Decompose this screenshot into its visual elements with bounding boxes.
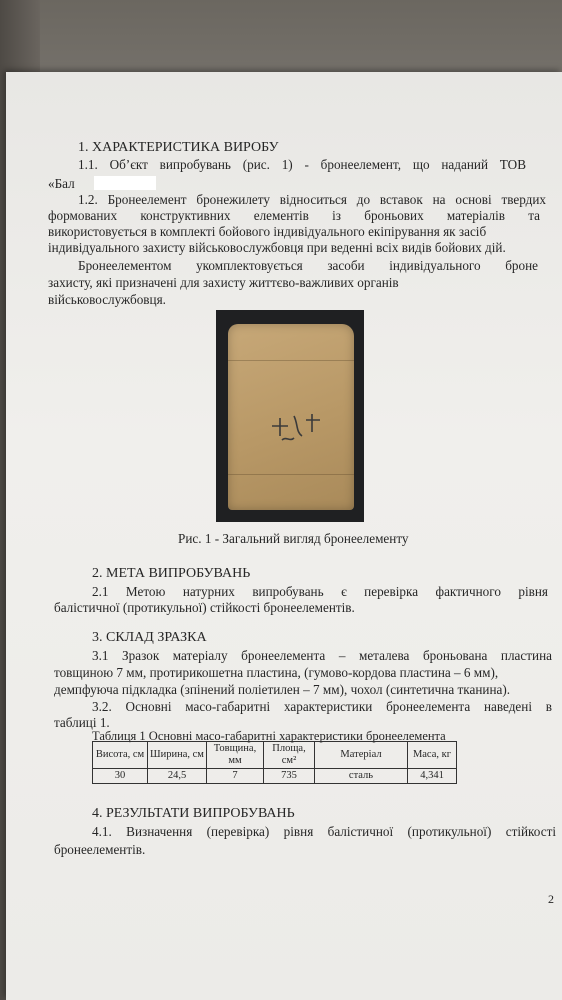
page-number: 2	[548, 892, 554, 906]
table-header-row	[93, 742, 457, 769]
armor-plate	[228, 324, 354, 510]
section1-p2-line2: формованих конструктивних елементів із броньових матеріалів та	[48, 208, 540, 223]
section2-line2: балістичної (протикульної) стійкості бронеелементів.	[54, 600, 355, 615]
header-thickness: Товщина, мм	[207, 742, 264, 769]
section2-heading: 2. МЕТА ВИПРОБУВАНЬ	[92, 566, 251, 581]
header-width: Ширина, см	[148, 742, 207, 769]
section2-line1: 2.1 Метою натурних випробувань є перевірка фактичного рівня	[92, 584, 548, 599]
table-caption: Таблиця 1 Основні масо-габаритні характеристики бронеелемента	[92, 729, 446, 743]
table-row	[93, 769, 457, 784]
section3-p1-line2: товщиною 7 мм, протирикошетна пластина, (гумово-кордова пластина – 6 мм),	[54, 665, 499, 680]
marker-scribble	[268, 406, 328, 446]
cell-material: сталь	[315, 769, 408, 784]
figure-caption: Рис. 1 - Загальний вигляд бронеелементу	[178, 531, 409, 546]
section3-p2-line1: 3.2. Основні масо-габаритні характеристики бронеелемента наведені в	[92, 699, 552, 714]
section3-heading: 3. СКЛАД ЗРАЗКА	[92, 630, 207, 645]
section3-p2-line2: таблиці 1.	[54, 715, 110, 730]
section1-p2-line4: індивідуального захисту військовослужбовця при веденні всіх видів бойових дій.	[48, 240, 506, 255]
section4-line2: бронеелементів.	[54, 842, 146, 857]
cell-area: 735	[264, 769, 315, 784]
cell-width: 24,5	[148, 769, 207, 784]
section3-p1-line1: 3.1 Зразок матеріалу бронеелемента – металева броньована пластина	[92, 648, 552, 663]
section1-p3-line2: захисту, які призначені для захисту життєво-важливих органів	[48, 275, 399, 290]
cell-mass: 4,341	[408, 769, 457, 784]
cell-height: 30	[93, 769, 148, 784]
section1-p3-line3: військовослужбовця.	[48, 292, 166, 307]
section3-p1-line3: демпфуюча підкладка (зпінений поліетилен – 7 мм), чохол (синтетична тканина).	[54, 682, 511, 697]
section4-heading: 4. РЕЗУЛЬТАТИ ВИПРОБУВАНЬ	[92, 806, 295, 821]
redaction-box	[94, 176, 156, 190]
section1-p1-line1: 1.1. Об’єкт випробувань (рис. 1) - бронеелемент, що наданий ТОВ	[78, 157, 526, 172]
header-height: Висота, см	[93, 742, 148, 769]
document-page	[6, 72, 562, 1000]
section1-p2-line3: використовується в комплекті бойового індивідуального екіпірування як засіб	[48, 224, 487, 239]
section1-p2-line1: 1.2. Бронеелемент бронежилету відноситься до вставок на основі твердих	[78, 192, 546, 207]
header-mass: Маса, кг	[408, 742, 457, 769]
section1-p3-line1: Бронеелементом укомплектовується засоби індивідуального броне	[78, 258, 538, 273]
section1-p1-line2: «Бал	[48, 176, 75, 191]
armor-plate-photo	[216, 310, 364, 522]
header-area: Площа, см²	[264, 742, 315, 769]
spec-table	[92, 741, 457, 784]
header-material: Матеріал	[315, 742, 408, 769]
cell-thickness: 7	[207, 769, 264, 784]
section1-heading: 1. ХАРАКТЕРИСТИКА ВИРОБУ	[78, 140, 279, 155]
section4-line1: 4.1. Визначення (перевірка) рівня балістичної (протикульної) стійкості	[92, 824, 556, 839]
